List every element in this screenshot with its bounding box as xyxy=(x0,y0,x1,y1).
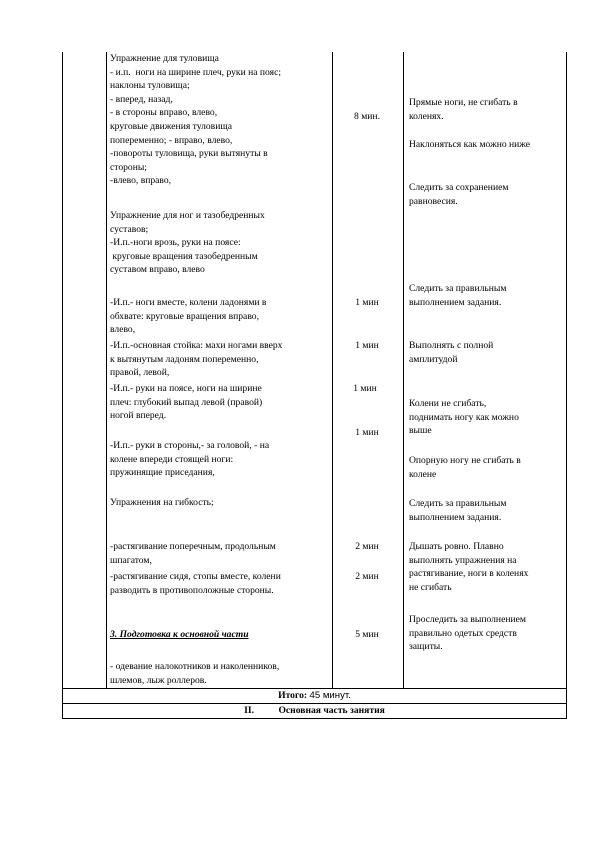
torso-line: попеременно; - вправо, влево, xyxy=(110,134,233,146)
note-line: выше xyxy=(409,425,432,437)
note-line: коленях. xyxy=(409,110,444,122)
duration-cell: 2 мин xyxy=(355,541,379,552)
note-line: поднимать ногу как можно xyxy=(409,411,519,423)
note-line: выполнением задания. xyxy=(409,296,502,308)
note-line: правильно одетых средств xyxy=(409,627,517,639)
flexibility-title: Упражнения на гибкость; xyxy=(110,497,214,508)
note-line: защиты. xyxy=(409,641,443,653)
note-line: Следить за правильным xyxy=(409,498,507,509)
torso-line: -влево, вправо, xyxy=(110,175,172,187)
note-line: Опорную ногу не сгибать в xyxy=(409,455,521,466)
torso-line: наклоны туловища; xyxy=(110,80,190,92)
note-line: Проследить за выполнением xyxy=(409,614,526,625)
note-line: растягивание, ноги в коленях xyxy=(409,568,529,580)
flexibility-line: -растягивание сидя, стопы вместе, колени xyxy=(110,571,281,582)
legs-line: -И.п.-основная стойка: махи ногами вверх xyxy=(110,340,283,351)
torso-line: круговые движения туловища xyxy=(110,121,232,132)
preparation-title: 3. Подготовка к основной части xyxy=(110,629,249,640)
note-line: Прямые ноги, не сгибать в xyxy=(409,97,518,108)
preparation-line: - одевание налокотников и наколенников, xyxy=(110,661,280,672)
flexibility-line: шпагатом, xyxy=(110,554,152,566)
note-line: выполнением задания. xyxy=(409,511,502,523)
total-label: Итого: xyxy=(278,690,308,701)
legs-line: обхвате: круговые вращения вправо, xyxy=(110,310,259,322)
duration-cell: 1 мин xyxy=(355,340,379,351)
torso-line: - в стороны вправо, влево, xyxy=(110,107,218,119)
note-line: не сгибать xyxy=(409,581,452,593)
hips-line: суставом вправо, влево xyxy=(110,264,205,276)
section-number: II. xyxy=(244,705,255,716)
total-row xyxy=(62,689,567,703)
column-divider-3 xyxy=(403,52,404,689)
legs-line: ногой вперед. xyxy=(110,410,167,422)
torso-line: - вперед, назад, xyxy=(110,93,173,105)
torso-line: - и.п. ноги на ширине плеч, руки на пояс; xyxy=(110,66,281,78)
hips-exercise-title: Упражнение для ног и тазобедренных xyxy=(110,210,265,221)
note-line: колене xyxy=(409,468,437,480)
duration-cell: 1 мин xyxy=(355,427,379,438)
duration-cell: 2 мин xyxy=(355,571,379,582)
total-value: 45 минут. xyxy=(309,690,351,701)
column-divider-1 xyxy=(106,52,107,689)
legs-line: влево, xyxy=(110,324,136,336)
hips-line: круговые вращения тазобедренным xyxy=(110,250,258,262)
note-line: равновесия. xyxy=(409,195,458,207)
hips-line: -И.п.-ноги врозь, руки на поясе: xyxy=(110,237,241,249)
legs-line: -И.п.- руки на поясе, ноги на ширине xyxy=(110,383,262,394)
legs-line: -И.п.- ноги вместе, колени ладонями в xyxy=(110,297,267,308)
legs-line: плеч: глубокий выпад левой (правой) xyxy=(110,396,263,408)
legs-line: колене впереди стоящей ноги: xyxy=(110,453,234,465)
table-border-right xyxy=(566,52,567,719)
section-title: Основная часть занятия xyxy=(278,705,385,716)
flexibility-line: разводить в противоположные стороны. xyxy=(110,584,274,596)
torso-line: -повороты туловища, руки вытянуты в xyxy=(110,148,268,160)
duration-cell: 1 мин xyxy=(353,383,377,394)
note-line: Следить за сохранением xyxy=(409,182,509,193)
duration-cell: 8 мин. xyxy=(354,111,380,122)
column-divider-2 xyxy=(332,52,333,689)
preparation-line: шлемов, лыж роллеров. xyxy=(110,674,207,686)
note-line: Колени не сгибать, xyxy=(409,398,487,409)
note-line: Выполнять с полной xyxy=(409,340,494,351)
section-header-row xyxy=(62,704,567,718)
note-line: амплитудой xyxy=(409,353,458,365)
note-line: Следить за правильным xyxy=(409,283,507,294)
duration-cell: 5 мин xyxy=(355,629,379,640)
table-border-bottom xyxy=(62,718,567,719)
note-line: Дышать ровно. Плавно xyxy=(409,541,504,552)
table-border-left xyxy=(62,52,63,719)
flexibility-line: -растягивание поперечным, продольным xyxy=(110,541,276,552)
legs-line: правой, левой, xyxy=(110,367,170,379)
legs-line: пружинящие приседания, xyxy=(110,467,215,479)
note-line: выполнять упражнения на xyxy=(409,554,517,566)
legs-line: к вытянутым ладоням попеременно, xyxy=(110,353,259,365)
torso-exercise-title: Упражнение для туловища xyxy=(110,53,219,64)
torso-line: стороны; xyxy=(110,161,147,173)
note-line: Наклоняться как можно ниже xyxy=(409,139,531,150)
legs-line: -И.п.- руки в стороны,- за головой, - на xyxy=(110,440,270,451)
hips-line: суставов; xyxy=(110,223,149,235)
duration-cell: 1 мин xyxy=(355,297,379,308)
